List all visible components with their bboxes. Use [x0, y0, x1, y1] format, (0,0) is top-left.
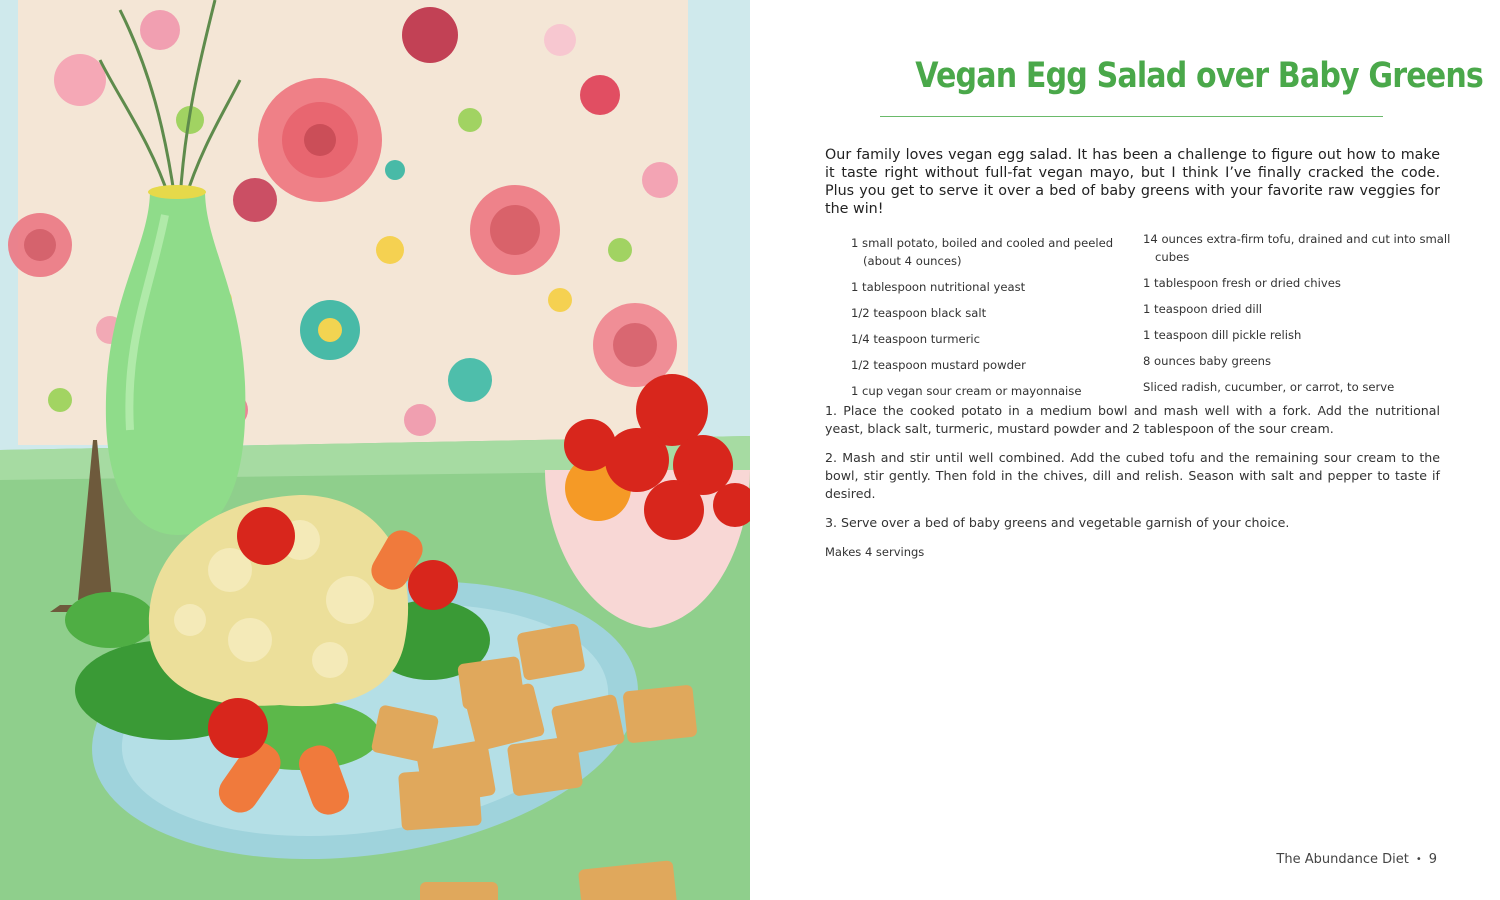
ingredient-item: 1/2 teaspoon mustard powder	[851, 358, 1026, 372]
ingredient-item: 1 cup vegan sour cream or mayonnaise	[851, 384, 1082, 398]
page-footer	[1276, 852, 1437, 867]
ingredients-right-column	[1143, 230, 1453, 404]
title-underline	[880, 116, 1383, 117]
ingredient-item: 1 teaspoon dried dill	[1143, 302, 1263, 316]
book-title: The Abundance Diet	[1276, 852, 1409, 867]
ingredient-item: 1 tablespoon nutritional yeast	[851, 280, 1026, 294]
ingredient-item: 1 tablespoon fresh or dried chives	[1143, 276, 1341, 290]
method-steps	[825, 402, 1440, 543]
recipe-title: Vegan Egg Salad over Baby Greens	[915, 56, 1483, 96]
method-step: 3. Serve over a bed of baby greens and vegetable garnish of your choice.	[825, 515, 1290, 530]
ingredient-item: 1 teaspoon dill pickle relish	[1143, 328, 1302, 342]
method-step: 1. Place the cooked potato in a medium bowl and mash well with a fork. Add the nutritional yeast, black salt, turmeric, mustard powder and 2 tablespoon of the sour cream.	[825, 403, 1440, 436]
ingredient-item: 1/2 teaspoon black salt	[851, 306, 987, 320]
ingredients-left-column	[851, 234, 1121, 408]
ingredient-item: 1 small potato, boiled and cooled and peeled (about 4 ounces)	[851, 236, 1114, 268]
ingredient-item: 8 ounces baby greens	[1143, 354, 1271, 368]
ingredient-item: Sliced radish, cucumber, or carrot, to serve	[1143, 380, 1395, 394]
recipe-intro: Our family loves vegan egg salad. It has been a challenge to figure out how to make it taste right without full-fat vegan mayo, but I think I’ve finally cracked the code. Plus you get to serve it over a bed of baby greens with your favorite raw veggies for the win!	[825, 147, 1440, 217]
recipe-yield: Makes 4 servings	[825, 545, 925, 559]
recipe-page	[750, 0, 1500, 900]
method-step: 2. Mash and stir until well combined. Add the cubed tofu and the remaining sour cream to the bowl, stir gently. Then fold in the chives, dill and relish. Season with salt and pepper to taste if desired.	[825, 450, 1440, 501]
ingredient-item: 14 ounces extra-firm tofu, drained and cut into small cubes	[1143, 232, 1451, 264]
page-number: 9	[1428, 852, 1437, 867]
ingredient-item: 1/4 teaspoon turmeric	[851, 332, 980, 346]
footer-separator: •	[1415, 854, 1422, 865]
